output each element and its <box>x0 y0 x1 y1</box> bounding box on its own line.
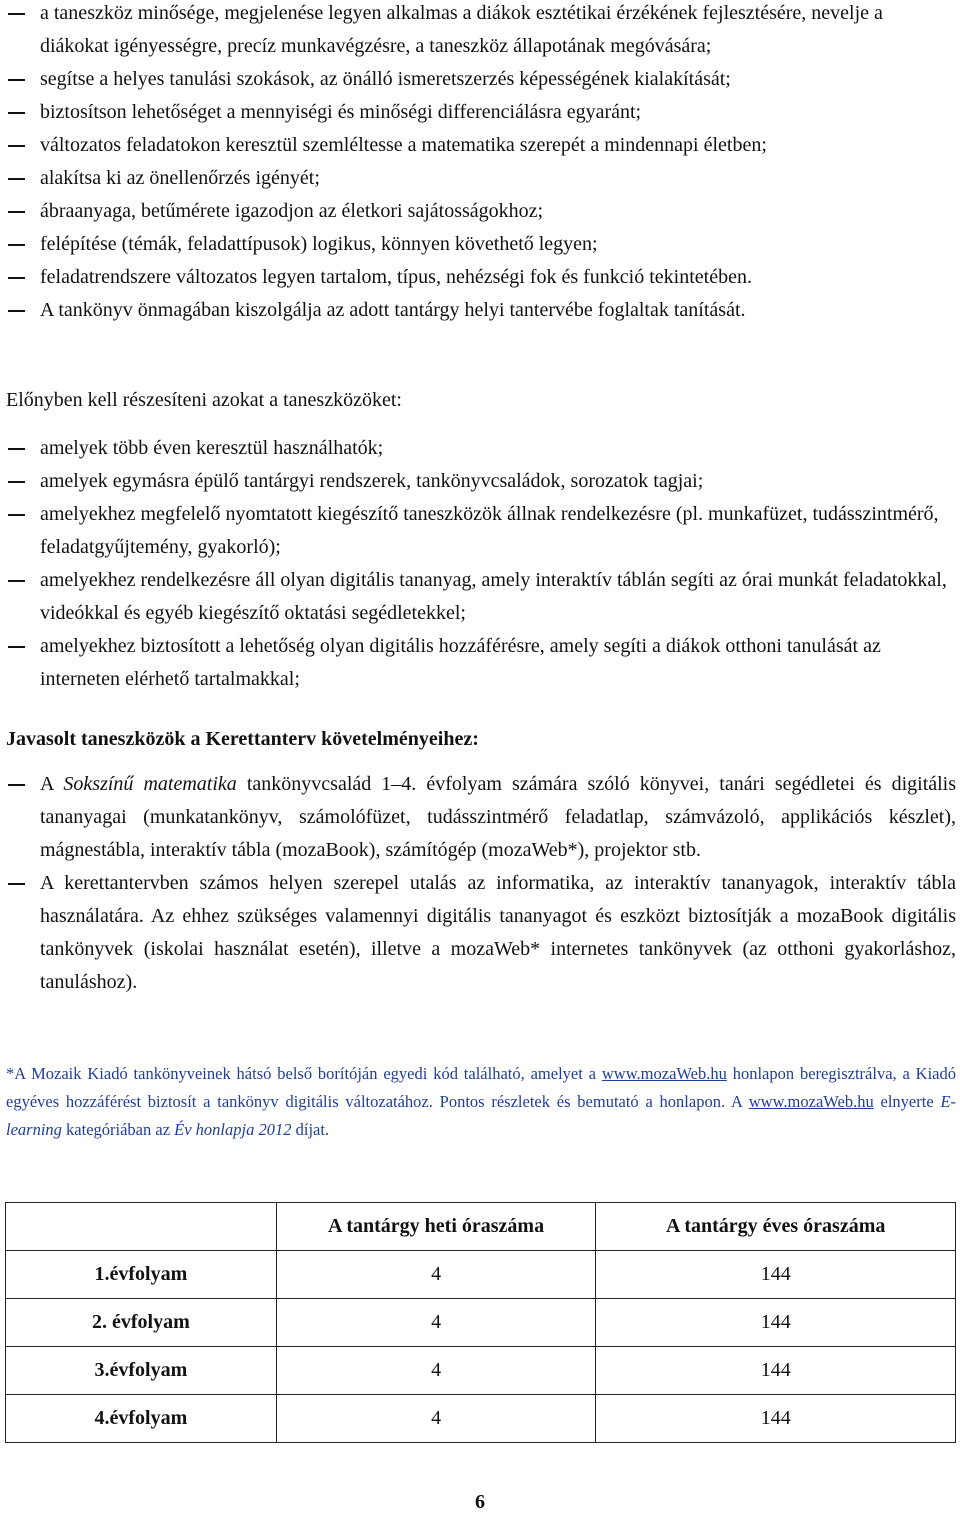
yearly-hours-cell: 144 <box>596 1299 956 1347</box>
book-series-title: Sokszínű matematika <box>63 773 237 795</box>
preferred-tools-list <box>0 432 956 696</box>
item-text: tankönyvcsalád 1–4. évfolyam számára szóló könyvei, tanári segédletei és digitális tananyagai (munkatankönyv, számolófüzet, tudásszintmérő feladatlap, számvázoló, applikációs készlet), mágnestábla, interaktív tábla (mozaBook), számítógép (mozaWeb*), projektor stb. <box>40 773 957 861</box>
list-item: ábraanyaga, betűmérete igazodjon az életkori sajátosságokhoz; <box>0 195 956 228</box>
footnote-text: honlapon beregisztrálva, a Kiadó egyéves hozzáférést biztosít a tankönyv digitális változatához. Pontos részletek és bemutató a honlapon. A <box>6 1064 957 1111</box>
yearly-hours-cell: 144 <box>596 1251 956 1299</box>
list-item: biztosítson lehetőséget a mennyiségi és minőségi differenciálásra egyaránt; <box>0 96 956 129</box>
list-item: amelyekhez megfelelő nyomtatott kiegészítő taneszközök állnak rendelkezésre (pl. munkafüzet, tudásszintmérő, feladatgyűjtemény, gyakorló); <box>0 498 956 564</box>
list-item: a taneszköz minősége, megjelenése legyen alkalmas a diákok esztétikai érzékének fejlesztésére, nevelje a diákokat igényességre, precíz munkavégzésre, a taneszköz állapotának megóvására; <box>0 0 956 63</box>
list-item: amelyek több éven keresztül használhatók; <box>0 432 956 465</box>
list-item: amelyekhez rendelkezésre áll olyan digitális tananyag, amely interaktív táblán segíti az órai munkát feladatokkal, videókkal és egyéb kiegészítő oktatási segédletekkel; <box>0 564 956 630</box>
footnote-text: kategóriában az <box>66 1120 171 1139</box>
table-header-row <box>6 1203 956 1251</box>
grade-cell: 4.évfolyam <box>6 1395 277 1443</box>
grade-cell: 3.évfolyam <box>6 1347 277 1395</box>
list-item: alakítsa ki az önellenőrzés igényét; <box>0 162 956 195</box>
weekly-hours-cell: 4 <box>276 1347 596 1395</box>
preference-intro: Előnyben kell részesíteni azokat a taneszközöket: <box>6 389 402 411</box>
award-category: E-learning <box>6 1092 957 1139</box>
award-title: Év honlapja 2012 <box>174 1120 292 1139</box>
list-item: amelyekhez biztosított a lehetőség olyan digitális hozzáférésre, amely segíti a diákok otthoni tanulását az interneten elérhető tartalmakkal; <box>0 630 956 696</box>
weekly-hours-cell: 4 <box>276 1251 596 1299</box>
page-number: 6 <box>475 1491 485 1513</box>
requirements-list <box>0 0 956 327</box>
list-item: A kerettantervben számos helyen szerepel utalás az informatika, az interaktív tananyagok, interaktív tábla használatára. Az ehhez szükséges valamennyi digitális tananyagot és eszközt biztosítják a mozaBook digitális tankönyvek (iskolai használat esetén), illetve a mozaWeb* internetes tankönyvek (az otthoni gyakorláshoz, tanuláshoz). <box>0 867 956 999</box>
list-item: A tankönyv önmagában kiszolgálja az adott tantárgy helyi tantervébe foglaltak tanítását. <box>0 294 956 327</box>
weekly-hours-cell: 4 <box>276 1299 596 1347</box>
weekly-hours-cell: 4 <box>276 1395 596 1443</box>
list-item: felépítése (témák, feladattípusok) logikus, könnyen követhető legyen; <box>0 228 956 261</box>
table-row <box>6 1251 956 1299</box>
table-row <box>6 1347 956 1395</box>
footnote <box>6 1060 956 1144</box>
list-item: segítse a helyes tanulási szokások, az önálló ismeretszerzés képességének kialakítását; <box>0 63 956 96</box>
list-item <box>0 768 956 867</box>
table-row <box>6 1299 956 1347</box>
list-item: amelyek egymásra épülő tantárgyi rendszerek, tankönyvcsaládok, sorozatok tagjai; <box>0 465 956 498</box>
mozaweb-link[interactable]: www.mozaWeb.hu <box>601 1064 727 1083</box>
grade-cell: 1.évfolyam <box>6 1251 277 1299</box>
recommended-tools-list <box>0 768 956 999</box>
table-header-cell: A tantárgy heti óraszáma <box>276 1203 596 1251</box>
yearly-hours-cell: 144 <box>596 1395 956 1443</box>
grade-cell: 2. évfolyam <box>6 1299 277 1347</box>
yearly-hours-cell: 144 <box>596 1347 956 1395</box>
section-heading: Javasolt taneszközök a Kerettanterv követelményeihez: <box>6 728 479 750</box>
list-item: változatos feladatokon keresztül szemléltesse a matematika szerepét a mindennapi életben; <box>0 129 956 162</box>
item-prefix: A <box>40 773 54 795</box>
list-item: feladatrendszere változatos legyen tartalom, típus, nehézségi fok és funkció tekintetében. <box>0 261 956 294</box>
mozaweb-link[interactable]: www.mozaWeb.hu <box>748 1092 874 1111</box>
table-header-cell <box>6 1203 277 1251</box>
footnote-text: elnyerte <box>880 1092 934 1111</box>
table-header-cell: A tantárgy éves óraszáma <box>596 1203 956 1251</box>
hours-table <box>5 1202 956 1443</box>
footnote-text: díjat. <box>295 1120 330 1139</box>
footnote-text: *A Mozaik Kiadó tankönyveinek hátsó belső borítóján egyedi kód található, amelyet a <box>6 1064 597 1083</box>
table-row <box>6 1395 956 1443</box>
